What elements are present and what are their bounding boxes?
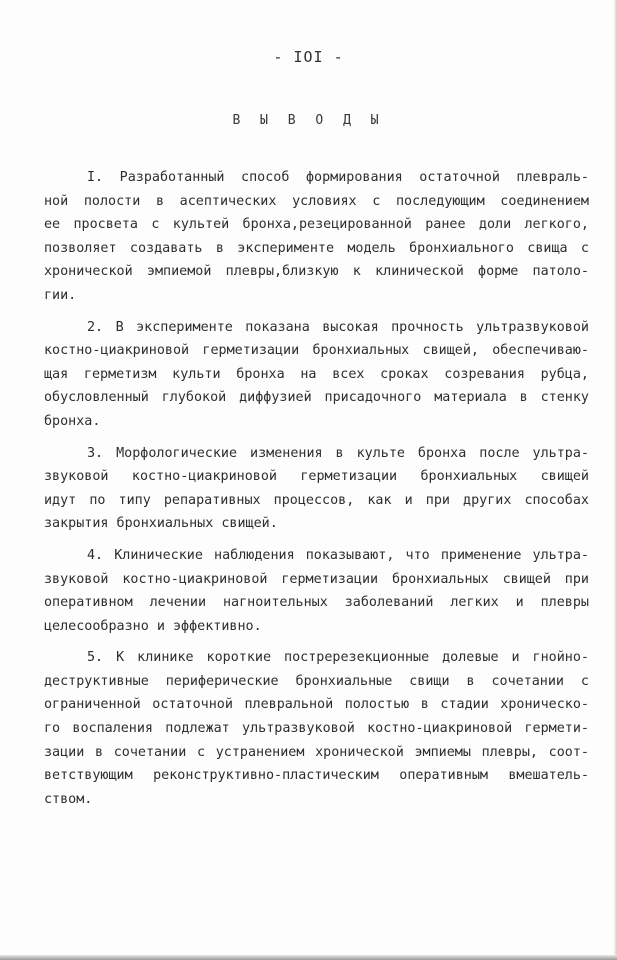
text-line: звуковой костно-циакриновой герметизации бронхиальных свищей при bbox=[44, 571, 589, 587]
text-line: гии. bbox=[44, 287, 77, 303]
text-line: оперативном лечении нагноительных заболеваний легких и плевры bbox=[44, 595, 589, 611]
text-line: ной полости в асептических условиях с последующим соединением bbox=[44, 193, 589, 209]
text-line: костно-циакриновой герметизации бронхиальных свищей, обеспечиваю- bbox=[44, 343, 589, 359]
text-line: хронической эмпиемой плевры,близкую к клинической форме патоло- bbox=[44, 264, 589, 280]
text-line: идут по типу репаративных процессов, как и при других способах bbox=[44, 492, 589, 508]
text-line: ветствующим реконструктивно-пластическим оперативным вмешатель- bbox=[44, 768, 589, 784]
text-line: 3. Морфологические изменения в культе бронха после ультра- bbox=[87, 445, 589, 461]
text-line: обусловленный глубокой диффузией присадочного материала в стенку bbox=[44, 390, 589, 406]
section-heading: В Ы В О Д Ы bbox=[232, 113, 385, 128]
text-line: ограниченной остаточной плевральной полостью в стадии хроническо- bbox=[44, 697, 589, 713]
conclusion-item-2 bbox=[44, 316, 589, 434]
text-line: звуковой костно-циакриновой герметизации бронхиальных свищей bbox=[44, 469, 589, 485]
conclusion-item-5 bbox=[44, 646, 589, 811]
text-line: деструктивные периферические бронхиальные свищи в сочетании с bbox=[44, 673, 589, 689]
text-line: I. Разработанный способ формирования остаточной плевраль- bbox=[87, 170, 589, 185]
conclusion-item-4 bbox=[44, 544, 589, 638]
text-line: го воспаления подлежат ультразвуковой костно-циакриновой гермети- bbox=[44, 721, 589, 737]
conclusions-list bbox=[44, 166, 589, 811]
text-line: бронха. bbox=[44, 413, 101, 429]
scan-edge-bottom bbox=[0, 955, 617, 960]
text-line: щая герметизм культи бронха на всех сроках созревания рубца, bbox=[44, 366, 589, 382]
text-line: целесообразно и эффективно. bbox=[44, 618, 262, 634]
text-line: 4. Клинические наблюдения показывают, что применение ультра- bbox=[87, 547, 589, 563]
text-line: закрытия бронхиальных свищей. bbox=[44, 516, 278, 532]
conclusion-item-3 bbox=[44, 442, 589, 536]
conclusion-item-1 bbox=[44, 166, 589, 308]
text-line: 5. К клинике короткие постререзекционные долевые и гнойно- bbox=[87, 650, 589, 666]
text-line: ее просвета с культей бронха,резецированной ранее доли легкого, bbox=[44, 217, 589, 233]
text-line: ством. bbox=[44, 791, 93, 807]
text-line: позволяет создавать в эксперименте модель бронхиального свища с bbox=[44, 240, 589, 256]
page-number: - IOI - bbox=[273, 48, 344, 66]
text-line: зации в сочетании с устранением хронической эмпиемы плевры, соот- bbox=[44, 744, 589, 760]
text-line: 2. В эксперименте показана высокая прочность ультразвуковой bbox=[87, 319, 589, 335]
